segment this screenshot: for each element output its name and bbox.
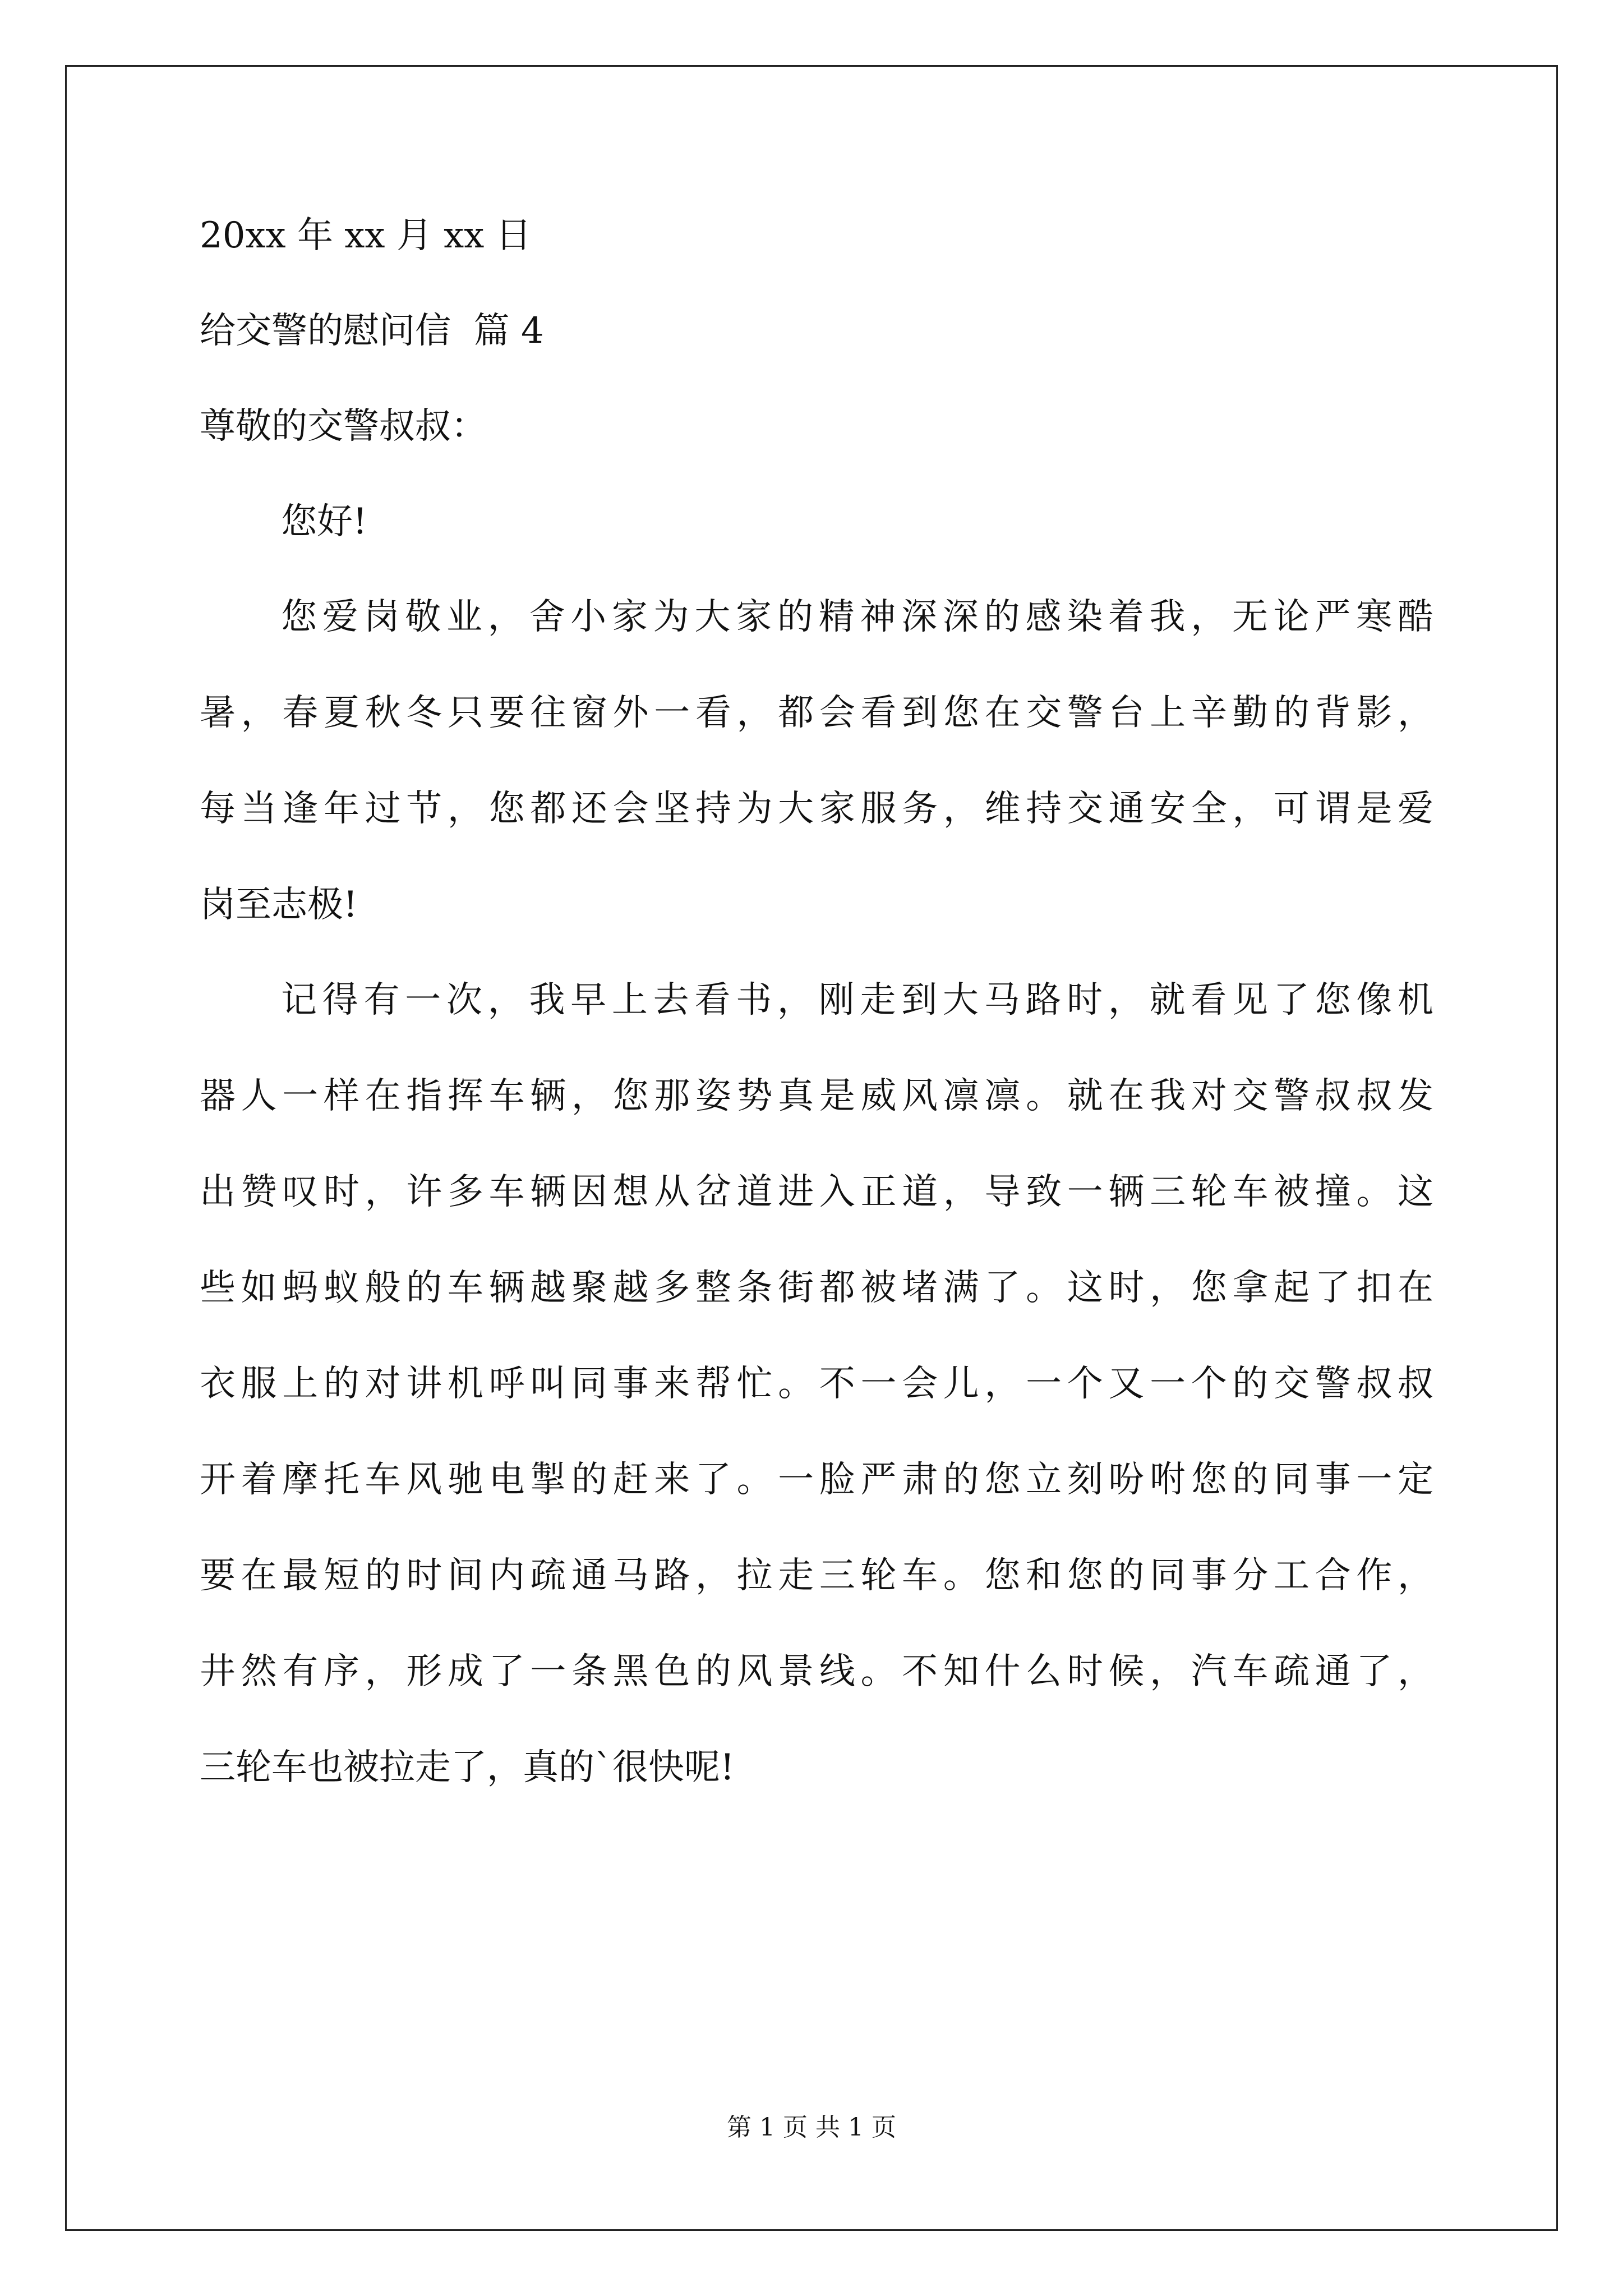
paragraph-line: 出赞叹时，许多车辆因想从岔道进入正道，导致一辆三轮车被撞。这 [200, 1171, 1433, 1213]
paragraph-line: 衣服上的对讲机呼叫同事来帮忙。不一会儿，一个又一个的交警叔叔 [200, 1363, 1433, 1405]
paragraph-line: 岗至志极! [200, 884, 358, 926]
paragraph-line: 三轮车也被拉走了，真的`很快呢! [200, 1747, 735, 1788]
letter-title: 给交警的慰问信 篇 4 [200, 310, 544, 352]
paragraph-line: 您爱岗敬业，舍小家为大家的精神深深的感染着我，无论严寒酷 [281, 596, 1433, 638]
page-footer: 第 1 页 共 1 页 [727, 2113, 896, 2142]
letter-greeting: 您好! [281, 501, 367, 542]
paragraph-line: 暑，春夏秋冬只要往窗外一看，都会看到您在交警台上辛勤的背影， [200, 692, 1433, 734]
paragraph-1 [200, 595, 1433, 927]
paragraph-2 [200, 978, 1433, 1790]
paragraph-line: 器人一样在指挥车辆，您那姿势真是威风凛凛。就在我对交警叔叔发 [200, 1075, 1433, 1117]
paragraph-line: 每当逢年过节，您都还会坚持为大家服务，维持交通安全，可谓是爱 [200, 788, 1433, 830]
paragraph-line: 些如蚂蚁般的车辆越聚越多整条街都被堵满了。这时，您拿起了扣在 [200, 1267, 1433, 1309]
paragraph-line: 要在最短的时间内疏通马路，拉走三轮车。您和您的同事分工合作， [200, 1555, 1433, 1596]
letter-date: 20xx 年 xx 月 xx 日 [200, 215, 532, 256]
paragraph-line: 开着摩托车风驰电掣的赶来了。一脸严肃的您立刻吩咐您的同事一定 [200, 1459, 1433, 1501]
letter-salutation: 尊敬的交警叔叔： [200, 406, 487, 447]
paragraph-line: 井然有序，形成了一条黑色的风景线。不知什么时候，汽车疏通了， [200, 1651, 1433, 1692]
document-body [200, 213, 1433, 1790]
paragraph-line: 记得有一次，我早上去看书，刚走到大马路时，就看见了您像机 [281, 979, 1433, 1021]
